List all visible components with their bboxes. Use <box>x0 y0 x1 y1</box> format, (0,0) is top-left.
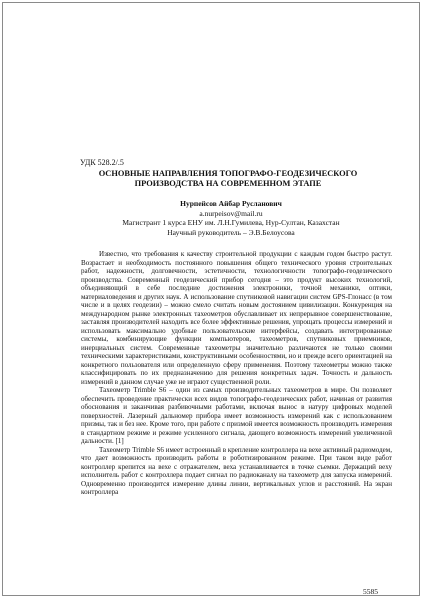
article-title: ОСНОВНЫЕ НАПРАВЛЕНИЯ ТОПОГРАФО-ГЕОДЕЗИЧЕСКОГО ПРОИЗВОДСТВА НА СОВРЕМЕННОМ ЭТАПЕ <box>98 169 358 188</box>
body-paragraph: Тахеометр Trimble S6 – один из самых производительных тахеометров в мире. Он позволяет обеспечить проведение практически всех видов топографо-геодезических работ, начиная от развития обоснования и заканчивая разбивочными работами, включая вынос в натуру цифровых моделей поверхностей. Лазерный дальномер прибора имеет возможность измерений как с использованием призмы, так и без нее. Кроме того, при работе с призмой имеется возможность производить измерения в стандартном режиме и режиме усиленного сигнала, дающего возможность измерений увеличенной дальности. [1] <box>81 386 392 446</box>
article-body <box>81 250 392 497</box>
author-name: Нурпейсов Айбар Русланович <box>180 199 282 208</box>
scientific-supervisor: Научный руководитель – Э.В.Белоусова <box>167 227 295 237</box>
author-email: a.nurpeisov@mail.ru <box>199 208 263 218</box>
document-page <box>2 2 420 596</box>
body-paragraph: Известно, что требования к качеству строительной продукции с каждым годом быстро растут. Возрастает и необходимость постоянного повышения общего технического уровня строительных работ, надежности, долговечности, эстетичности, технологичности топографо-геодезического производства. Современный геодезический прибор сегодня – это продукт высоких технологий, объединяющий в себе последние достижения электроники, точной механики, оптики, материаловедения и других наук. А использование спутниковой навигации систем GPS-Глонасс (в том числе и в целях геодезии) – можно смело считать новым достоянием цивилизации. Конкуренция на международном рынке электронных тахеометров обуславливает их непрерывное совершенствование, заставляя производителей находить все более эффективные решения, упрощать процессы измерений и использовать максимально удобные пользовательские интерфейсы, создавать интегрированные системы, комбинирующие функции компьютеров, тахеометров, спутниковых приемников, инерциальных систем. Современные тахеометры значительно различаются не только своими техническими характеристиками, конструктивными особенностями, но и прежде всего ориентацией на конкретного пользователя или определенную сферу применения. Поэтому тахеометры можно также классифицировать по их предназначению для решения конкретных задач. Точность и дальность измерений в данном случае уже не играют существенной роли. <box>81 250 392 386</box>
udc-code: УДК 528.2/.5 <box>80 158 124 167</box>
author-block <box>81 199 381 237</box>
body-paragraph: Тахеометр Trimble S6 имеет встроенный в крепление контроллера на вехе активный радиомодем, что дает возможность производить работы в роботизированном режиме. При таком виде работ контроллер крепится на вехе с отражателем, веха устанавливается в точке съемки. Держащий веху исполнитель работ с контроллера подает сигнал по радиоканалу на тахеометр для запуска измерений. Одновременно производится измерение длины линии, вертикальных углов и расстояний. На экран контроллера <box>81 445 392 497</box>
author-affiliation: Магистрант 1 курса ЕНУ им. Л.Н.Гумилева, Нур-Султан, Казахстан <box>122 218 340 228</box>
page-number: 5585 <box>363 587 378 596</box>
